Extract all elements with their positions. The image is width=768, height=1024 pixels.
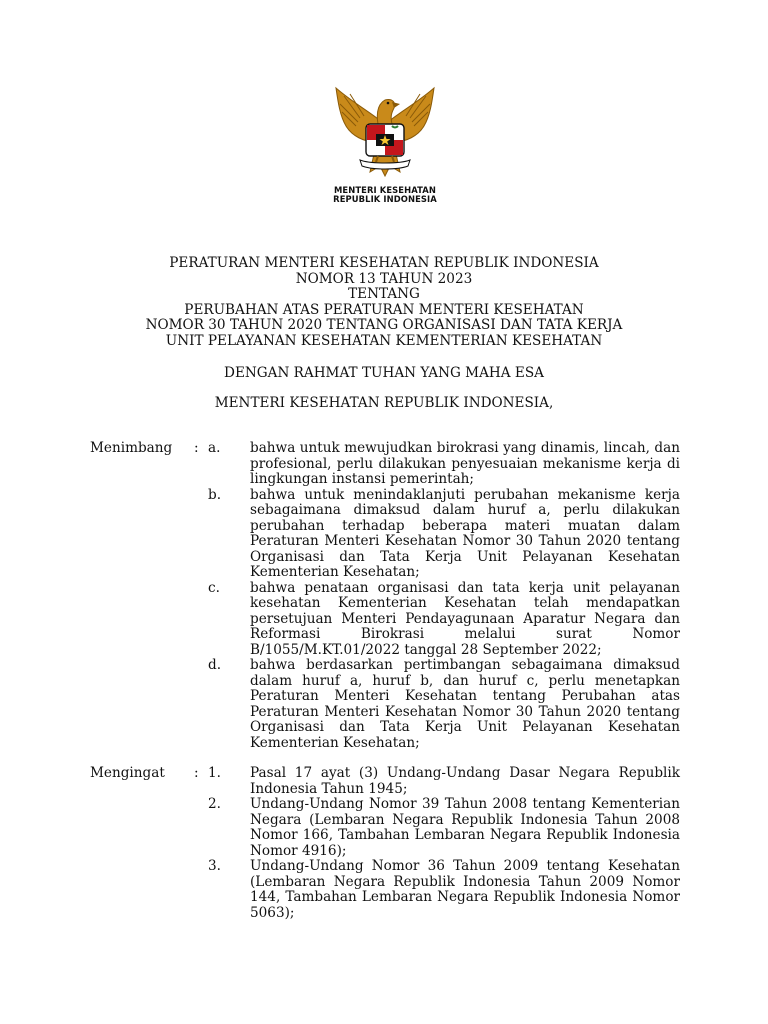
heading-line-5: NOMOR 30 TAHUN 2020 TENTANG ORGANISASI DAN TATA KERJA <box>145 317 623 333</box>
institution-line-1: MENTERI KESEHATAN <box>333 185 437 195</box>
mengingat-section <box>90 766 680 921</box>
section-label: Menimbang <box>90 440 173 456</box>
clause-text: Undang-Undang Nomor 39 Tahun 2008 tentang Kementerian Negara (Lembaran Negara Republik Indonesia Tahun 2008 Nomor 166, Tambahan Lembaran Negara Republik Indonesia Nomor 4916); <box>250 796 680 859</box>
clause-text: bahwa untuk mewujudkan birokrasi yang dinamis, lincah, dan profesional, perlu dilakukan penyesuaian mekanisme kerja di lingkungan instansi pemerintah; <box>250 440 680 487</box>
heading-line-2: NOMOR 13 TAHUN 2023 <box>295 270 473 287</box>
clause-item <box>90 581 680 659</box>
heading-line-3: TENTANG <box>348 286 420 302</box>
clause-item <box>90 441 680 488</box>
clause-item <box>90 859 680 921</box>
menimbang-section <box>90 441 680 751</box>
blessing-line: DENGAN RAHMAT TUHAN YANG MAHA ESA <box>224 365 544 381</box>
clause-text: bahwa berdasarkan pertimbangan sebagaimana dimaksud dalam huruf a, huruf b, dan huruf c, perlu menetapkan Peraturan Menteri Kesehatan tentang Perubahan atas Peraturan Menteri Kesehatan Nomor 30 Tahun 2020 tentang Organisasi dan Tata Kerja Unit Pelayanan Kesehatan Kementerian Kesehatan; <box>250 657 680 751</box>
clause-text: bahwa penataan organisasi dan tata kerja unit pelayanan kesehatan Kementerian Kesehatan telah mendapatkan persetujuan Menteri Pendayagunaan Aparatur Negara dan Reformasi Birokrasi melalui surat Nomor B/1055/M.KT.01/2022 tanggal 28 September 2022; <box>250 579 680 658</box>
clause-marker: b. <box>208 486 222 503</box>
clause-item <box>90 488 680 581</box>
section-label: Mengingat <box>90 765 165 781</box>
section-colon: : <box>194 440 199 456</box>
clause-item <box>90 797 680 859</box>
regulation-heading <box>60 256 708 349</box>
clause-marker: a. <box>208 440 221 456</box>
clause-text: Undang-Undang Nomor 36 Tahun 2009 tentang Kesehatan (Lembaran Negara Republik Indonesia Tahun 2009 Nomor 144, Tambahan Lembaran Negara Republik Indonesia Nomor 5063); <box>250 858 680 921</box>
institution-line-2: REPUBLIK INDONESIA <box>333 194 437 204</box>
heading-line-4: PERUBAHAN ATAS PERATURAN MENTERI KESEHATAN <box>184 301 584 318</box>
clause-marker: d. <box>208 657 222 673</box>
clause-text: Pasal 17 ayat (3) Undang-Undang Dasar Negara Republik Indonesia Tahun 1945; <box>250 765 680 797</box>
section-colon: : <box>194 765 199 781</box>
clause-marker: 1. <box>208 765 221 781</box>
clause-marker: 2. <box>208 796 221 812</box>
clause-item <box>90 658 680 751</box>
clause-item <box>90 766 680 797</box>
clause-marker: c. <box>208 579 220 596</box>
clause-text: bahwa untuk menindaklanjuti perubahan mekanisme kerja sebagaimana dimaksud dalam huruf a, perlu dilakukan perubahan terhadap beberapa materi muatan dalam Peraturan Menteri Kesehatan Nomor 30 Tahun 2020 tentang Organisasi dan Tata Kerja Unit Pelayanan Kesehatan Kementerian Kesehatan; <box>250 486 680 580</box>
garuda-emblem-icon <box>330 82 440 182</box>
heading-line-6: UNIT PELAYANAN KESEHATAN KEMENTERIAN KESEHATAN <box>165 332 603 349</box>
heading-line-1: PERATURAN MENTERI KESEHATAN REPUBLIK INDONESIA <box>169 255 599 271</box>
institution-caption <box>300 186 470 204</box>
minister-line: MENTERI KESEHATAN REPUBLIK INDONESIA, <box>214 395 554 411</box>
clause-marker: 3. <box>208 858 221 874</box>
